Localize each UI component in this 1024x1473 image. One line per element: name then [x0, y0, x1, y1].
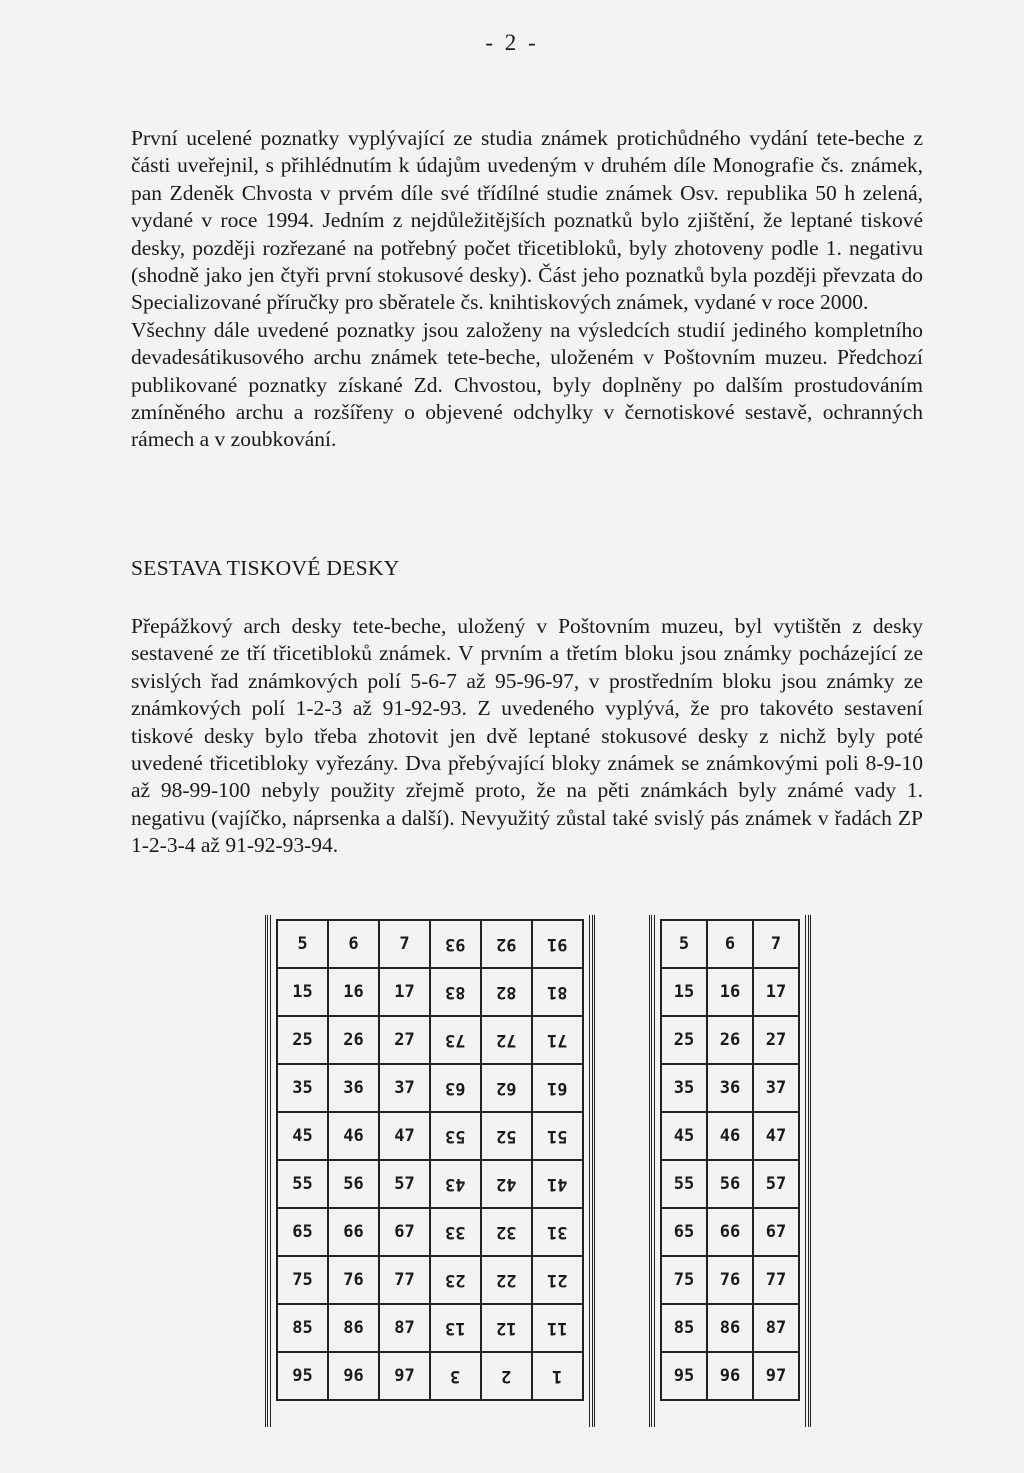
inverted-number: 1	[552, 1366, 563, 1386]
stamp-cell: 56	[707, 1160, 753, 1208]
stamp-cell-inverted	[430, 1064, 481, 1112]
stamp-cell: 26	[707, 1016, 753, 1064]
page-number: - 2 -	[485, 30, 539, 55]
inverted-number: 93	[445, 934, 466, 954]
stamp-cell-inverted	[430, 920, 481, 968]
grid-row	[277, 1208, 583, 1256]
inverted-number: 73	[445, 1030, 466, 1050]
stamp-cell-inverted	[430, 968, 481, 1016]
stamp-cell-inverted	[430, 1112, 481, 1160]
stamp-cell: 87	[379, 1304, 430, 1352]
stamp-cell: 7	[753, 920, 799, 968]
inverted-number: 62	[496, 1078, 517, 1098]
stamp-cell-inverted	[532, 1160, 583, 1208]
inverted-number: 52	[496, 1126, 517, 1146]
grid-row	[277, 1304, 583, 1352]
inverted-number: 42	[496, 1174, 517, 1194]
stamp-cell: 57	[753, 1160, 799, 1208]
inverted-number: 92	[496, 934, 517, 954]
stamp-cell: 95	[277, 1352, 328, 1400]
stamp-cell: 45	[661, 1112, 707, 1160]
stamp-cell: 86	[707, 1304, 753, 1352]
stamp-cell: 57	[379, 1160, 430, 1208]
stamp-cell-inverted	[481, 1304, 532, 1352]
stamp-cell: 75	[277, 1256, 328, 1304]
stamp-cell-inverted	[481, 1112, 532, 1160]
stamp-cell: 35	[277, 1064, 328, 1112]
stamp-cell: 27	[379, 1016, 430, 1064]
grid-row	[277, 1160, 583, 1208]
stamp-grid-left	[276, 919, 584, 1401]
stamp-cell: 55	[661, 1160, 707, 1208]
inverted-number: 61	[547, 1078, 568, 1098]
stamp-cell-inverted	[532, 1256, 583, 1304]
stamp-cell: 7	[379, 920, 430, 968]
stamp-cell: 96	[328, 1352, 379, 1400]
stamp-cell-inverted	[532, 968, 583, 1016]
stamp-cell: 85	[277, 1304, 328, 1352]
stamp-cell: 86	[328, 1304, 379, 1352]
stamp-cell: 47	[379, 1112, 430, 1160]
stamp-cell: 65	[661, 1208, 707, 1256]
inverted-number: 2	[501, 1366, 512, 1386]
section-text	[131, 613, 923, 860]
stamp-cell: 37	[379, 1064, 430, 1112]
inverted-number: 71	[547, 1030, 568, 1050]
stamp-cell: 17	[379, 968, 430, 1016]
stamp-cell: 16	[328, 968, 379, 1016]
stamp-cell: 77	[753, 1256, 799, 1304]
stamp-cell: 46	[707, 1112, 753, 1160]
inverted-number: 72	[496, 1030, 517, 1050]
stamp-cell: 15	[661, 968, 707, 1016]
stamp-cell: 17	[753, 968, 799, 1016]
stamp-cell: 25	[277, 1016, 328, 1064]
grid-row	[661, 920, 799, 968]
stamp-cell-inverted	[532, 1208, 583, 1256]
stamp-cell-inverted	[532, 1304, 583, 1352]
stamp-cell: 36	[328, 1064, 379, 1112]
stamp-cell-inverted	[430, 1208, 481, 1256]
stamp-cell: 5	[277, 920, 328, 968]
stamp-cell: 76	[328, 1256, 379, 1304]
inverted-number: 3	[450, 1366, 461, 1386]
intro-text	[131, 125, 923, 454]
paragraph: První ucelené poznatky vyplývající ze studia známek protichůdného vydání tete-beche z části uveřejnil, s přihlédnutím k údajům uvedeným v druhém díle Monografie čs. známek, pan Zdeněk Chvosta v prvém díle své třídílné studie známek Osv. republika 50 h zelená, vydané v roce 1994. Jedním z nejdůležitějších poznatků bylo zjištění, že leptané tiskové desky, později rozřezané na potřebný počet třicetibloků, byly zhotoveny podle 1. negativu (shodně jako jen čtyři první stokusové desky). Část jeho poznatků byla později převzata do Specializované příručky pro sběratele čs. knihtiskových známek, vydané v roce 2000.	[131, 126, 923, 315]
stamp-cell-inverted	[481, 1160, 532, 1208]
stamp-cell: 35	[661, 1064, 707, 1112]
inverted-number: 53	[445, 1126, 466, 1146]
inverted-number: 81	[547, 982, 568, 1002]
stamp-cell-inverted	[430, 1160, 481, 1208]
stamp-block-diagram-left	[265, 915, 595, 1427]
paragraph: Všechny dále uvedené poznatky jsou založeny na výsledcích studií jediného kompletního devadesátikusového archu známek tete-beche, uloženém v Poštovním muzeu. Předchozí publikované poznatky získané Zd. Chvostou, byly doplněny po dalším prostudováním zmíněného archu a rozšířeny o objevené odchylky v černotiskové sestavě, ochranných rámech a v zoubkování.	[131, 317, 923, 452]
stamp-cell-inverted	[532, 920, 583, 968]
inverted-number: 51	[547, 1126, 568, 1146]
stamp-cell: 36	[707, 1064, 753, 1112]
grid-row	[277, 1016, 583, 1064]
stamp-cell-inverted	[532, 1016, 583, 1064]
grid-row	[661, 1352, 799, 1400]
stamp-cell-inverted	[430, 1016, 481, 1064]
stamp-cell: 15	[277, 968, 328, 1016]
grid-row	[661, 1016, 799, 1064]
inverted-number: 83	[445, 982, 466, 1002]
grid-row	[277, 920, 583, 968]
stamp-cell-inverted	[430, 1256, 481, 1304]
grid-row	[661, 1064, 799, 1112]
stamp-cell: 25	[661, 1016, 707, 1064]
stamp-cell-inverted	[532, 1064, 583, 1112]
stamp-cell-inverted	[481, 1256, 532, 1304]
inverted-number: 31	[547, 1222, 568, 1242]
stamp-cell: 26	[328, 1016, 379, 1064]
stamp-cell: 46	[328, 1112, 379, 1160]
grid-row	[277, 1256, 583, 1304]
inverted-number: 21	[547, 1270, 568, 1290]
stamp-cell: 75	[661, 1256, 707, 1304]
stamp-cell-inverted	[481, 968, 532, 1016]
grid-row	[661, 1256, 799, 1304]
grid-row	[277, 1352, 583, 1400]
stamp-cell-inverted	[481, 920, 532, 968]
stamp-cell: 6	[328, 920, 379, 968]
grid-row	[277, 1064, 583, 1112]
grid-row	[661, 1160, 799, 1208]
grid-row	[661, 1208, 799, 1256]
inverted-number: 43	[445, 1174, 466, 1194]
stamp-cell: 95	[661, 1352, 707, 1400]
stamp-cell: 55	[277, 1160, 328, 1208]
stamp-cell: 97	[753, 1352, 799, 1400]
stamp-cell-inverted	[481, 1016, 532, 1064]
stamp-cell: 76	[707, 1256, 753, 1304]
stamp-cell: 16	[707, 968, 753, 1016]
stamp-cell: 65	[277, 1208, 328, 1256]
inverted-number: 12	[496, 1318, 517, 1338]
stamp-cell: 5	[661, 920, 707, 968]
stamp-cell: 27	[753, 1016, 799, 1064]
stamp-cell: 67	[379, 1208, 430, 1256]
grid-row	[661, 1304, 799, 1352]
stamp-cell: 77	[379, 1256, 430, 1304]
stamp-cell: 87	[753, 1304, 799, 1352]
stamp-cell: 97	[379, 1352, 430, 1400]
stamp-cell-inverted	[532, 1112, 583, 1160]
stamp-cell-inverted	[430, 1304, 481, 1352]
inverted-number: 82	[496, 982, 517, 1002]
stamp-cell: 6	[707, 920, 753, 968]
stamp-cell: 96	[707, 1352, 753, 1400]
stamp-cell: 85	[661, 1304, 707, 1352]
grid-row	[277, 968, 583, 1016]
grid-row	[661, 1112, 799, 1160]
inverted-number: 41	[547, 1174, 568, 1194]
grid-row	[277, 1112, 583, 1160]
stamp-cell: 66	[328, 1208, 379, 1256]
grid-row	[661, 968, 799, 1016]
inverted-number: 11	[547, 1318, 568, 1338]
inverted-number: 23	[445, 1270, 466, 1290]
paragraph: Přepážkový arch desky tete-beche, uložený v Poštovním muzeu, byl vytištěn z desky sestavené ze tří třicetibloků známek. V prvním a třetím bloku jsou známky pocházející ze svislých řad známkových polí 5-6-7 až 95-96-97, v prostředním bloku jsou známky ze známkových polí 1-2-3 až 91-92-93. Z uvedeného vyplývá, že pro takovéto sestavení tiskové desky bylo třeba zhotovit jen dvě leptané stokusové desky z nichž byly poté uvedené třicetibloky vyřezány. Dva přebývající bloky známek se známkovými poli 8-9-10 až 98-99-100 nebyly použity zřejmě proto, že na pěti známkách byly známé vady 1. negativu (vajíčko, náprsenka a další). Nevyužitý zůstal také svislý pás známek v řadách ZP 1-2-3-4 až 91-92-93-94.	[131, 614, 923, 858]
inverted-number: 63	[445, 1078, 466, 1098]
stamp-cell-inverted	[481, 1208, 532, 1256]
stamp-cell: 66	[707, 1208, 753, 1256]
stamp-cell: 45	[277, 1112, 328, 1160]
inverted-number: 22	[496, 1270, 517, 1290]
inverted-number: 91	[547, 934, 568, 954]
stamp-cell-inverted	[481, 1064, 532, 1112]
stamp-cell: 37	[753, 1064, 799, 1112]
stamp-cell: 47	[753, 1112, 799, 1160]
inverted-number: 13	[445, 1318, 466, 1338]
stamp-cell: 56	[328, 1160, 379, 1208]
stamp-block-diagram-right	[649, 915, 811, 1427]
inverted-number: 33	[445, 1222, 466, 1242]
stamp-cell-inverted	[430, 1352, 481, 1400]
inverted-number: 32	[496, 1222, 517, 1242]
stamp-grid-right	[660, 919, 800, 1401]
stamp-cell-inverted	[532, 1352, 583, 1400]
stamp-cell: 67	[753, 1208, 799, 1256]
section-heading: SESTAVA TISKOVÉ DESKY	[131, 556, 400, 580]
stamp-cell-inverted	[481, 1352, 532, 1400]
